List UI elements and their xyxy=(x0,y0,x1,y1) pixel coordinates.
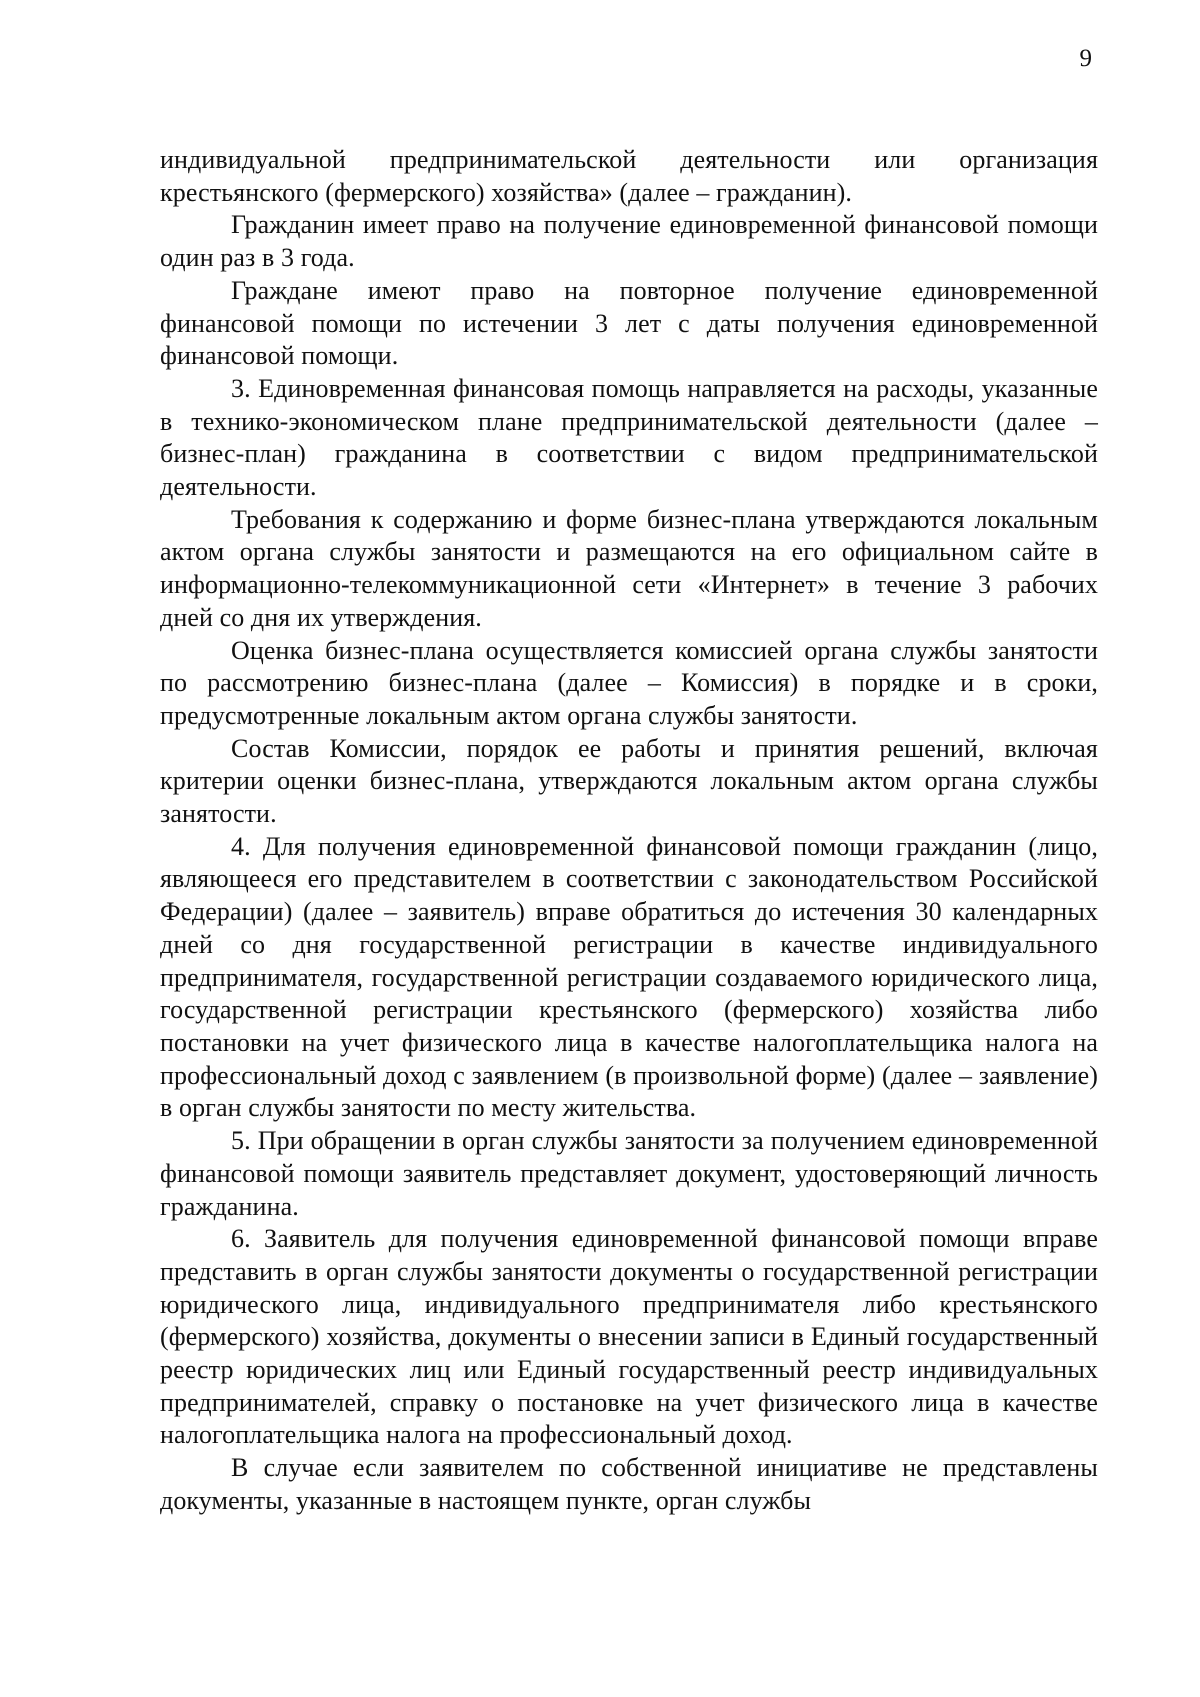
paragraph: Гражданин имеет право на получение единовременной финансовой помощи один раз в 3 года. xyxy=(160,210,1098,273)
paragraph-continuation: индивидуальной предпринимательской деятельности или организация крестьянского (фермерского) хозяйства» (далее – гражданин). xyxy=(160,145,1098,207)
paragraph-item-6: 6. Заявитель для получения единовременной финансовой помощи вправе представить в орган службы занятости документы о государственной регистрации юридического лица, индивидуального предпринимателя либо крестьянского (фермерского) хозяйства, документы о внесении записи в Единый государственный реестр юридических лиц или Единый государственный реестр индивидуальных предпринимателей, справку о постановке на учет физического лица в качестве налогоплательщика налога на профессиональный доход. xyxy=(160,1224,1098,1450)
paragraph: В случае если заявителем по собственной инициативе не представлены документы, указанные в настоящем пункте, орган службы xyxy=(160,1453,1098,1515)
paragraph: Состав Комиссии, порядок ее работы и принятия решений, включая критерии оценки бизнес-плана, утверждаются локальным актом органа службы занятости. xyxy=(160,733,1098,829)
document-body xyxy=(160,144,1098,1518)
paragraph: Требования к содержанию и форме бизнес-плана утверждаются локальным актом органа службы занятости и размещаются на его официальном сайте в информационно-телекоммуникационной сети «Интернет» в течение 3 рабочих дней со дня их утверждения. xyxy=(160,504,1098,632)
paragraph-item-4: 4. Для получения единовременной финансовой помощи гражданин (лицо, являющееся его представителем в соответствии с законодательством Российской Федерации) (далее – заявитель) вправе обратиться до истечения 30 календарных дней со дня государственной регистрации в качестве индивидуального предпринимателя, государственной регистрации создаваемого юридического лица, государственной регистрации крестьянского (фермерского) хозяйства либо постановки на учет физического лица в качестве налогоплательщика налога на профессиональный доход с заявлением (в произвольной форме) (далее – заявление) в орган службы занятости по месту жительства. xyxy=(160,831,1098,1123)
paragraph: Оценка бизнес-плана осуществляется комиссией органа службы занятости по рассмотрению бизнес-плана (далее – Комиссия) в порядке и в сроки, предусмотренные локальным актом органа службы занятости. xyxy=(160,635,1098,730)
page-number: 9 xyxy=(1079,45,1092,72)
paragraph: Граждане имеют право на повторное получение единовременной финансовой помощи по истечении 3 лет с даты получения единовременной финансовой помощи. xyxy=(160,275,1098,371)
paragraph-item-5: 5. При обращении в орган службы занятости за получением единовременной финансовой помощи заявитель представляет документ, удостоверяющий личность гражданина. xyxy=(160,1126,1098,1221)
paragraph-item-3: 3. Единовременная финансовая помощь направляется на расходы, указанные в технико-экономическом плане предпринимательской деятельности (далее – бизнес-план) гражданина в соответствии с видом предпринимательской деятельности. xyxy=(160,373,1098,502)
